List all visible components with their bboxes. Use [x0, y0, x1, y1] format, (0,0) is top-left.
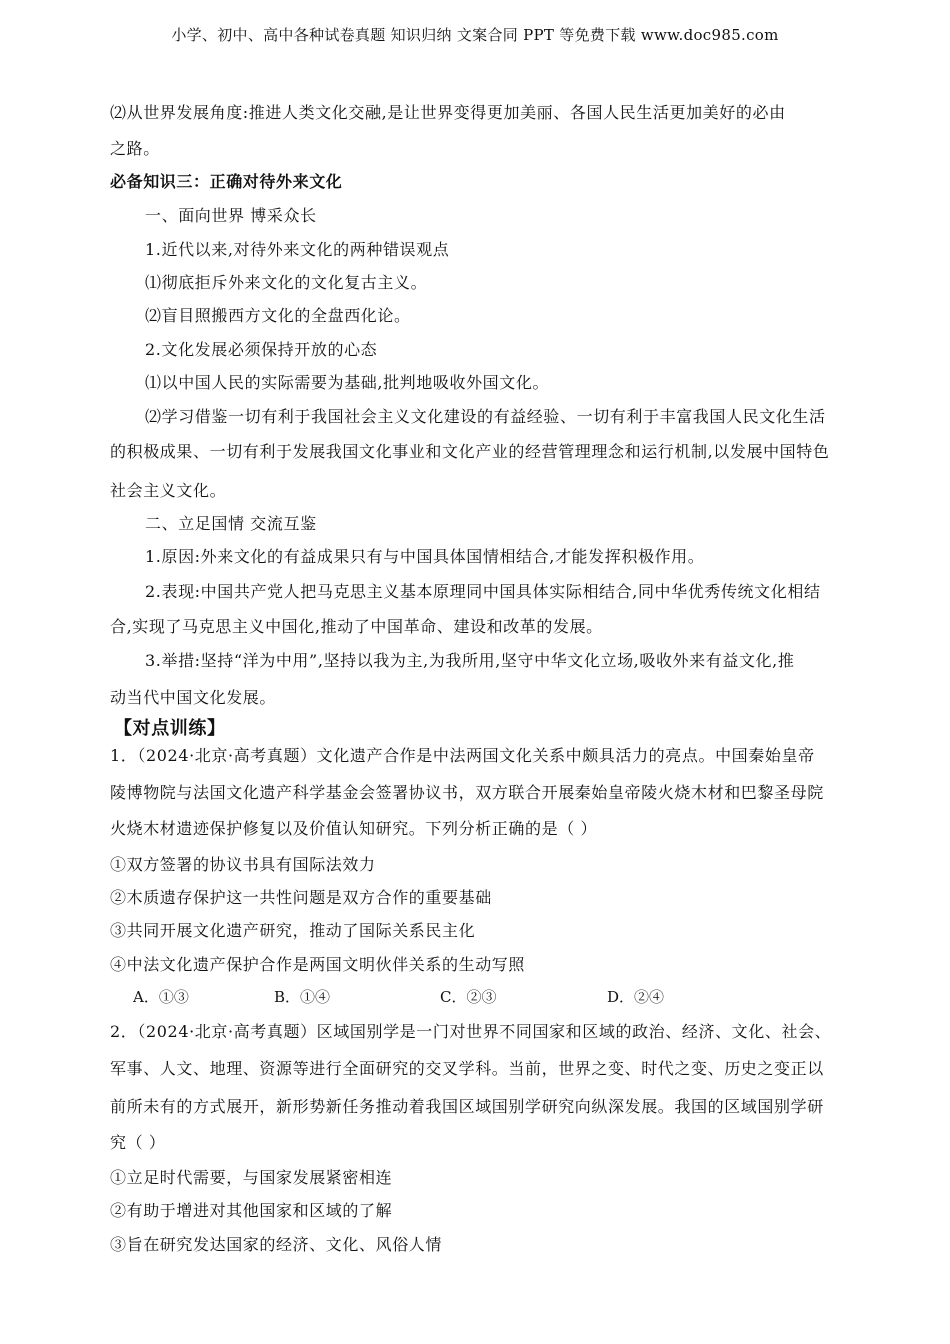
point-wrong-views: 1.近代以来,对待外来文化的两种错误观点	[145, 240, 450, 259]
para-world-development: ⑵从世界发展角度:推进人类文化交融,是让世界变得更加美丽、各国人民生活更加美好的必由	[110, 103, 786, 122]
para-world-development-cont: 之路。	[110, 139, 160, 158]
question-2-item-3: ③旨在研究发达国家的经济、文化、风俗人情	[110, 1235, 443, 1254]
question-1-stem-1: 1．（2024·北京·高考真题）文化遗产合作是中法两国文化关系中颇具活力的亮点。中国秦始皇帝	[110, 746, 815, 765]
question-2-stem-1: 2．（2024·北京·高考真题）区域国别学是一门对世界不同国家和区域的政治、经济、文化、社会、	[110, 1022, 832, 1041]
option-a[interactable]: A．①③	[133, 988, 189, 1006]
question-1-stem-3: 火烧木材遗迹保护修复以及价值认知研究。下列分析正确的是（ ）	[110, 819, 598, 838]
question-1-stem-2: 陵博物院与法国文化遗产科学基金会签署协议书，双方联合开展秦始皇帝陵火烧木材和巴黎圣母院	[110, 783, 824, 802]
point-learn-cont-1: 的积极成果、一切有利于发展我国文化事业和文化产业的经营管理理念和运行机制,以发展中国特色	[110, 442, 830, 461]
point-manifestation: 2.表现:中国共产党人把马克思主义基本原理同中国具体实际相结合,同中华优秀传统文化相结	[145, 582, 821, 601]
option-c[interactable]: C．②③	[440, 988, 497, 1006]
question-2-stem-4: 究（ ）	[110, 1133, 166, 1152]
subheading-face-world: 一、面向世界 博采众长	[145, 206, 317, 225]
point-retro: ⑴彻底拒斥外来文化的文化复古主义。	[145, 273, 428, 292]
page-header: 小学、初中、高中各种试卷真题 知识归纳 文案合同 PPT 等免费下载 www.doc985.com	[171, 26, 779, 44]
question-2-item-1: ①立足时代需要，与国家发展紧密相连	[110, 1168, 393, 1187]
question-1-item-2: ②木质遗存保护这一共性问题是双方合作的重要基础	[110, 888, 492, 907]
subheading-national-conditions: 二、立足国情 交流互鉴	[145, 514, 317, 533]
point-reason: 1.原因:外来文化的有益成果只有与中国具体国情相结合,才能发挥积极作用。	[145, 547, 705, 566]
question-2-item-2: ②有助于增进对其他国家和区域的了解	[110, 1201, 393, 1220]
question-1-item-1: ①双方签署的协议书具有国际法效力	[110, 855, 376, 874]
point-westernization: ⑵盲目照搬西方文化的全盘西化论。	[145, 306, 411, 325]
point-learn-cont-2: 社会主义文化。	[110, 481, 227, 500]
question-2-stem-3: 前所未有的方式展开，新形势新任务推动着我国区域国别学研究向纵深发展。我国的区域国别学研	[110, 1097, 824, 1116]
option-d[interactable]: D．②④	[607, 988, 665, 1006]
point-measures-cont: 动当代中国文化发展。	[110, 688, 277, 707]
knowledge-three-heading: 必备知识三：正确对待外来文化	[110, 172, 343, 191]
point-measures: 3.举措:坚持“洋为中用”,坚持以我为主,为我所用,坚守中华文化立场,吸收外来有益文化,推	[145, 651, 795, 670]
practice-heading: 【对点训练】	[114, 718, 226, 739]
question-1-item-3: ③共同开展文化遗产研究，推动了国际关系民主化	[110, 921, 476, 940]
point-absorb: ⑴以中国人民的实际需要为基础,批判地吸收外国文化。	[145, 373, 550, 392]
point-open-mind: 2.文化发展必须保持开放的心态	[145, 340, 378, 359]
point-learn: ⑵学习借鉴一切有利于我国社会主义文化建设的有益经验、一切有利于丰富我国人民文化生活	[145, 407, 826, 426]
question-1-item-4: ④中法文化遗产保护合作是两国文明伙伴关系的生动写照	[110, 955, 526, 974]
option-b[interactable]: B．①④	[274, 988, 331, 1006]
question-2-stem-2: 军事、人文、地理、资源等进行全面研究的交叉学科。当前，世界之变、时代之变、历史之变正以	[110, 1059, 824, 1078]
point-manifestation-cont: 合,实现了马克思主义中国化,推动了中国革命、建设和改革的发展。	[110, 617, 603, 636]
